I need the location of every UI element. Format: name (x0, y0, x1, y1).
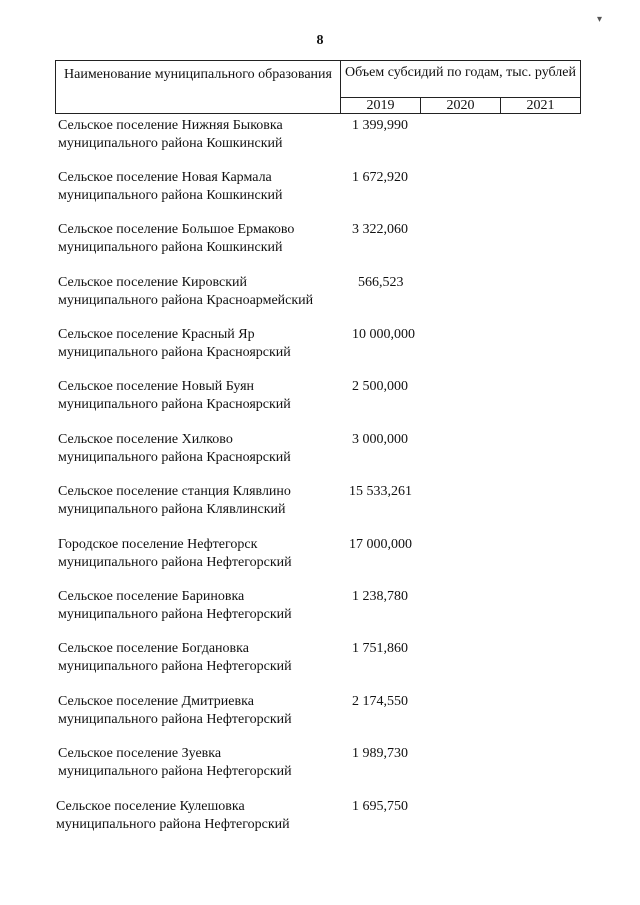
table-row (0, 533, 640, 585)
row-value-2019: 1 399,990 (352, 118, 408, 133)
row-value-2019: 1 672,920 (352, 170, 408, 185)
table-row (0, 166, 640, 218)
header-year-2021: 2021 (526, 98, 555, 113)
table-row (0, 585, 640, 637)
row-name: Сельское поселение Красный Яр муниципального района Красноярский (58, 327, 291, 360)
row-value-2019: 2 174,550 (352, 694, 408, 709)
table-row (0, 375, 640, 427)
row-name: Сельское поселение Бариновка муниципального района Нефтегорский (58, 589, 292, 622)
header-year-2020: 2020 (421, 98, 501, 113)
table-row (0, 428, 640, 480)
header-name-column: Наименование муниципального образования (56, 61, 341, 113)
row-name: Сельское поселение Кулешовка муниципального района Нефтегорский (56, 799, 290, 832)
row-value-2019: 1 238,780 (352, 589, 408, 604)
row-value-2019: 566,523 (358, 275, 404, 290)
row-name: Сельское поселение Большое Ермаково муниципального района Кошкинский (58, 222, 295, 255)
page-number: 8 (316, 33, 324, 48)
table-row (0, 742, 640, 794)
row-value-2019: 1 989,730 (352, 746, 408, 761)
table-row (0, 690, 640, 742)
row-value-2019: 17 000,000 (349, 537, 412, 552)
table-row (0, 271, 640, 323)
row-name: Городское поселение Нефтегорск муниципального района Нефтегорский (58, 537, 292, 570)
row-name: Сельское поселение Дмитриевка муниципального района Нефтегорский (58, 694, 292, 727)
row-name: Сельское поселение Новая Кармала муниципального района Кошкинский (58, 170, 283, 203)
row-value-2019: 3 000,000 (352, 432, 408, 447)
header-volume-column: Объем субсидий по годам, тыс. рублей (341, 61, 580, 98)
row-name: Сельское поселение Нижняя Быковка муниципального района Кошкинский (58, 118, 283, 151)
table-row (0, 114, 640, 166)
row-name: Сельское поселение станция Клявлино муниципального района Клявлинский (58, 484, 291, 517)
table-row (0, 218, 640, 270)
row-name: Сельское поселение Хилково муниципального района Красноярский (58, 432, 291, 465)
table-row (0, 795, 640, 847)
row-name: Сельское поселение Зуевка муниципального района Нефтегорский (58, 746, 292, 779)
table-row (0, 480, 640, 532)
header-years (341, 98, 580, 113)
header-year-2019: 2019 (341, 98, 421, 113)
table-header (55, 60, 581, 114)
table-row (0, 637, 640, 689)
row-value-2019: 3 322,060 (352, 222, 408, 237)
row-value-2019: 2 500,000 (352, 379, 408, 394)
row-value-2019: 1 695,750 (352, 799, 408, 814)
table-row (0, 323, 640, 375)
row-name: Сельское поселение Кировский муниципального района Красноармейский (58, 275, 314, 308)
row-value-2019: 15 533,261 (349, 484, 412, 499)
row-value-2019: 10 000,000 (352, 327, 415, 342)
row-name: Сельское поселение Новый Буян муниципального района Красноярский (58, 379, 291, 412)
row-value-2019: 1 751,860 (352, 641, 408, 656)
row-name: Сельское поселение Богдановка муниципального района Нефтегорский (58, 641, 292, 674)
scan-mark: ▾ (597, 14, 603, 25)
